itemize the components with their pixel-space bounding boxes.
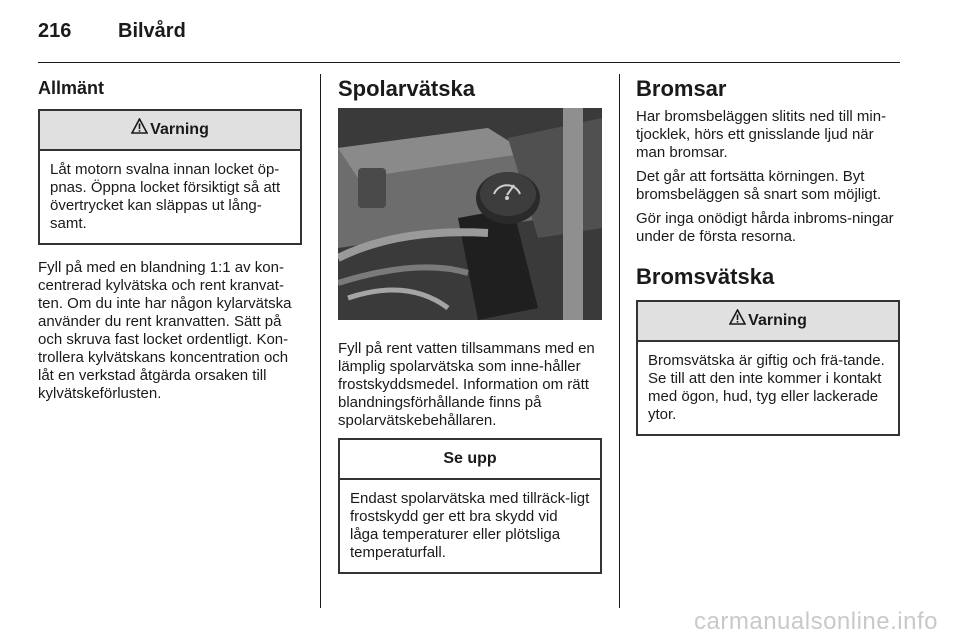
washer-reservoir-photo: [338, 108, 602, 320]
column-washer-fluid: [338, 74, 602, 588]
warning-box-brake-fluid: [636, 300, 900, 436]
section-title-washer: Spolarvätska: [338, 76, 475, 101]
warning-box-header: [40, 111, 300, 151]
washer-paragraph: Fyll på rent vatten tillsammans med en lämplig spolarvätska som inne-håller frostskyddsmedel. Information om rätt blandningsförhållande finns på spolarvätskebehållaren.: [338, 340, 595, 429]
warning-body: Låt motorn svalna innan locket öp-pnas. Öppna locket försiktigt så att övertrycket kan släppas ut lång-samt.: [50, 161, 281, 232]
column-divider-left: [320, 74, 321, 608]
caution-body: Endast spolarvätska med tillräck-ligt frostskydd ger ett bra skydd vid låga temperaturer eller plötsliga temperaturfall.: [350, 490, 590, 561]
brakes-paragraph-2: Det går att fortsätta körningen. Byt bromsbeläggen så snart som möjligt.: [636, 168, 882, 203]
warning-icon: [729, 302, 746, 340]
subhead-general: Allmänt: [38, 78, 105, 98]
column-divider-right: [619, 74, 620, 608]
column-general: [38, 74, 302, 409]
warning-icon: [131, 111, 148, 149]
warning-title: Varning: [150, 121, 209, 139]
warning-box-header: [638, 302, 898, 342]
column-brakes: [636, 74, 900, 450]
chapter-title: Bilvård: [118, 20, 186, 42]
page-number: 216: [38, 20, 72, 42]
warning-title: Varning: [748, 312, 807, 330]
brakes-paragraph-1: Har bromsbeläggen slitits ned till min-tjocklek, hörs ett gnisslande ljud när man bromsar.: [636, 108, 887, 161]
warning-body: Bromsvätska är giftig och frä-tande. Se till att den inte kommer i kontakt med ögon, hud, tyg eller lackerade ytor.: [648, 352, 885, 423]
warning-box-coolant: [38, 109, 302, 245]
coolant-paragraph: Fyll på med en blandning 1:1 av kon-centrerad kylvätska och rent kranvat-ten. Om du inte har någon kylarvätska använder du rent kranvatten. Sätt på och skruva fast locket ordentligt. Kon-trollera kylvätskans koncentration och låt en verkstad åtgärda orsaken till kylvätskeförlusten.: [38, 259, 292, 402]
section-title-brake-fluid: Bromsvätska: [636, 264, 775, 289]
brakes-paragraph-3: Gör inga onödigt hårda inbroms-ningar under de första resorna.: [636, 210, 894, 245]
watermark: carmanualsonline.info: [694, 608, 938, 635]
header-rule: [38, 62, 900, 63]
caution-title: Se upp: [340, 440, 600, 480]
section-title-brakes: Bromsar: [636, 76, 727, 101]
caution-box-washer: [338, 438, 602, 574]
